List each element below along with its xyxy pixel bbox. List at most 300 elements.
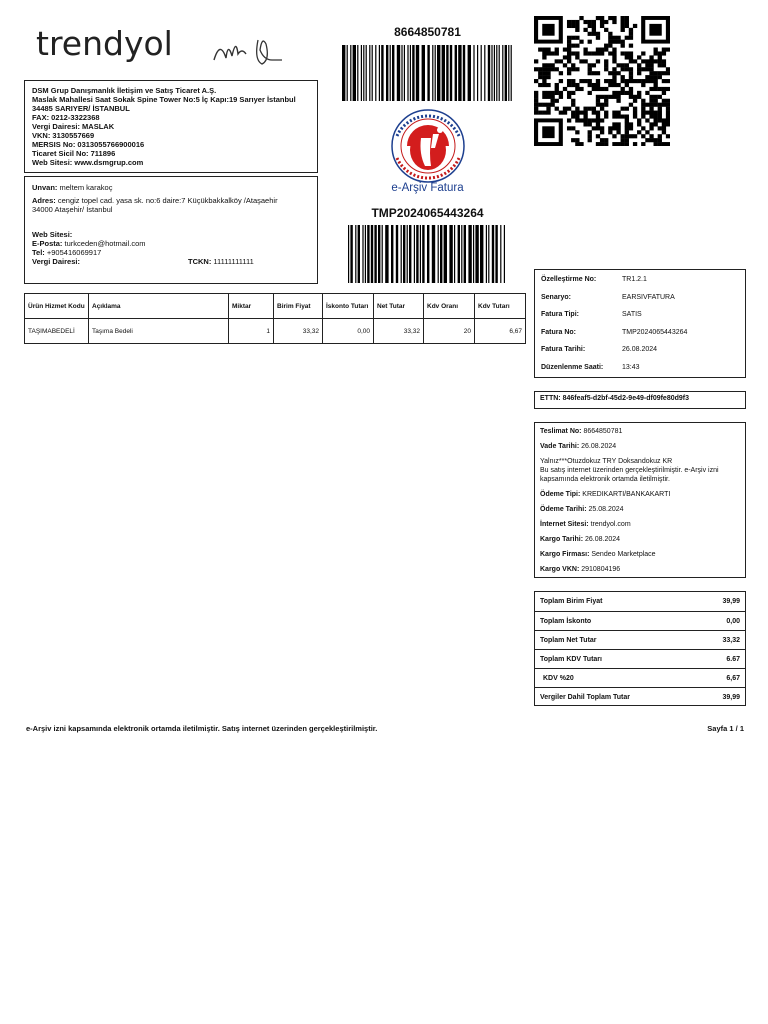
- qr-module: [596, 111, 600, 115]
- qr-module: [621, 87, 625, 91]
- order-barcode: [340, 45, 515, 101]
- qr-module: [596, 103, 600, 107]
- qr-module: [612, 16, 616, 20]
- qr-module: [596, 59, 600, 63]
- payment-date-label: Ödeme Tarihi:: [540, 506, 587, 513]
- qr-module: [608, 40, 612, 44]
- qr-module: [588, 63, 592, 67]
- qr-module: [654, 75, 658, 79]
- qr-module: [616, 114, 620, 118]
- qr-module: [608, 51, 612, 55]
- qr-module: [571, 83, 575, 87]
- qr-module: [645, 67, 649, 71]
- qr-module: [612, 142, 616, 146]
- qr-module: [608, 32, 612, 36]
- seller-city: 34485 SARIYER/ İSTANBUL: [32, 104, 130, 113]
- qr-module: [637, 67, 641, 71]
- qr-module: [550, 99, 554, 103]
- qr-module: [579, 111, 583, 115]
- qr-module: [662, 91, 666, 95]
- total-row: [535, 668, 745, 687]
- qr-module: [600, 51, 604, 55]
- qr-module: [571, 36, 575, 40]
- cell-discount: 0,00: [323, 319, 374, 344]
- info-label: Senaryo:: [541, 293, 571, 301]
- qr-module: [575, 83, 579, 87]
- qr-module: [604, 67, 608, 71]
- qr-module: [629, 122, 633, 126]
- qr-module: [542, 83, 546, 87]
- qr-module: [633, 107, 637, 111]
- qr-module: [542, 103, 546, 107]
- barcode-bar: [409, 225, 411, 283]
- qr-module: [654, 99, 658, 103]
- qr-module: [559, 71, 563, 75]
- qr-module: [633, 59, 637, 63]
- barcode-bar: [440, 225, 442, 283]
- website-label: İnternet Sitesi:: [540, 521, 589, 528]
- qr-module: [604, 48, 608, 52]
- qr-module: [612, 91, 616, 95]
- qr-module: [633, 79, 637, 83]
- qr-module: [575, 20, 579, 24]
- qr-module: [600, 130, 604, 134]
- qr-module: [629, 79, 633, 83]
- qr-module: [575, 118, 579, 122]
- qr-module: [612, 134, 616, 138]
- qr-module: [542, 95, 546, 99]
- barcode-bar: [362, 225, 363, 283]
- barcode-bar: [484, 45, 485, 101]
- sale-note-line2: kapsamında elektronik ortamda iletilmiştir.: [540, 476, 670, 483]
- qr-module: [555, 67, 559, 71]
- qr-module: [654, 111, 658, 115]
- qr-module: [575, 87, 579, 91]
- barcode-bar: [392, 45, 394, 101]
- qr-module: [662, 87, 666, 91]
- qr-module: [542, 55, 546, 59]
- qr-module: [575, 24, 579, 28]
- barcode-bar: [374, 225, 376, 283]
- qr-module: [621, 138, 625, 142]
- cell-code: TAŞIMABEDELİ: [25, 319, 89, 344]
- qr-module: [625, 55, 629, 59]
- qr-module: [641, 103, 645, 107]
- qr-module: [542, 51, 546, 55]
- qr-module: [592, 20, 596, 24]
- qr-module: [625, 130, 629, 134]
- cargo-company-label: Kargo Firması:: [540, 551, 590, 558]
- ettn-box: [534, 391, 746, 409]
- qr-module: [567, 71, 571, 75]
- qr-module: [641, 59, 645, 63]
- qr-module: [629, 59, 633, 63]
- barcode-bar: [454, 225, 455, 283]
- barcode-bar: [468, 225, 471, 283]
- qr-module: [583, 59, 587, 63]
- barcode-bar: [357, 45, 358, 101]
- qr-module: [654, 48, 658, 52]
- qr-module: [538, 71, 542, 75]
- qr-module: [583, 79, 587, 83]
- qr-module: [538, 67, 542, 71]
- qr-module: [559, 111, 563, 115]
- col-header-discount: İskonto Tutarı: [323, 294, 374, 319]
- qr-module: [567, 107, 571, 111]
- qr-module: [583, 20, 587, 24]
- cargo-company-value: Sendeo Marketplace: [591, 551, 656, 558]
- barcode-bar: [404, 45, 405, 101]
- qr-module: [637, 79, 641, 83]
- qr-module: [583, 107, 587, 111]
- col-header-code: Ürün Hizmet Kodu: [25, 294, 89, 319]
- qr-module: [616, 111, 620, 115]
- qr-module: [658, 95, 662, 99]
- qr-module: [658, 51, 662, 55]
- buyer-email-label: E-Posta:: [32, 239, 63, 248]
- qr-module: [645, 91, 649, 95]
- qr-module: [567, 24, 571, 28]
- barcode-bar: [477, 45, 478, 101]
- col-header-quantity: Miktar: [229, 294, 274, 319]
- barcode-bar: [446, 45, 448, 101]
- qr-module: [588, 138, 592, 142]
- qr-module: [666, 48, 670, 52]
- qr-module: [654, 103, 658, 107]
- col-header-unit-price: Birim Fiyat: [274, 294, 323, 319]
- barcode-bar: [491, 45, 492, 101]
- qr-module: [621, 142, 625, 146]
- qr-module: [534, 107, 538, 111]
- barcode-bar: [396, 225, 398, 283]
- qr-module: [658, 59, 662, 63]
- cargo-vkn-value: 2910804196: [581, 566, 621, 573]
- qr-module: [621, 75, 625, 79]
- barcode-bar: [381, 45, 383, 101]
- buyer-unvan: meltem karakoç: [59, 183, 113, 192]
- info-value: 26.08.2024: [622, 346, 658, 354]
- qr-module: [583, 111, 587, 115]
- qr-module: [641, 107, 645, 111]
- qr-module: [575, 28, 579, 32]
- qr-module: [596, 99, 600, 103]
- qr-module: [641, 99, 645, 103]
- qr-module: [534, 111, 538, 115]
- qr-module: [625, 114, 629, 118]
- barcode-bar: [414, 225, 415, 283]
- invoice-id: TMP2024065443264: [371, 206, 484, 220]
- qr-module: [637, 55, 641, 59]
- qr-module: [637, 95, 641, 99]
- barcode-bar: [407, 45, 408, 101]
- qr-module: [649, 71, 653, 75]
- buyer-phone-label: Tel:: [32, 248, 45, 257]
- total-label: Toplam Net Tutar: [540, 636, 597, 644]
- qr-module: [658, 134, 662, 138]
- qr-module: [563, 63, 567, 67]
- qr-module: [583, 28, 587, 32]
- qr-module: [654, 79, 658, 83]
- qr-module: [575, 51, 579, 55]
- qr-module: [616, 126, 620, 130]
- qr-module: [555, 87, 559, 91]
- qr-module: [616, 91, 620, 95]
- barcode-bar: [403, 225, 405, 283]
- qr-module: [621, 16, 625, 20]
- barcode-bar: [371, 225, 373, 283]
- qr-module: [608, 79, 612, 83]
- qr-module: [645, 138, 649, 142]
- qr-module: [567, 36, 571, 40]
- qr-module: [555, 107, 559, 111]
- qr-module: [645, 59, 649, 63]
- qr-finder: [649, 24, 661, 36]
- barcode-bar: [365, 225, 366, 283]
- qr-module: [612, 111, 616, 115]
- buyer-email: turkceden@hotmail.com: [64, 239, 146, 248]
- qr-module: [600, 142, 604, 146]
- qr-module: [588, 107, 592, 111]
- qr-module: [649, 63, 653, 67]
- qr-module: [559, 95, 563, 99]
- qr-module: [592, 32, 596, 36]
- qr-module: [654, 51, 658, 55]
- qr-module: [616, 130, 620, 134]
- buyer-info-box: [24, 176, 318, 284]
- qr-module: [563, 55, 567, 59]
- qr-module: [616, 36, 620, 40]
- qr-module: [616, 99, 620, 103]
- info-row: [541, 271, 739, 289]
- qr-module: [612, 40, 616, 44]
- qr-module: [662, 142, 666, 146]
- qr-module: [592, 107, 596, 111]
- qr-module: [649, 59, 653, 63]
- qr-module: [596, 36, 600, 40]
- qr-module: [629, 51, 633, 55]
- barcode-bar: [361, 45, 362, 101]
- qr-module: [629, 67, 633, 71]
- barcode-bar: [508, 45, 509, 101]
- qr-module: [583, 51, 587, 55]
- qr-module: [575, 55, 579, 59]
- qr-module: [654, 118, 658, 122]
- qr-module: [567, 40, 571, 44]
- info-value: EARSIVFATURA: [622, 293, 675, 301]
- trendyol-logo: trendyol: [36, 24, 173, 63]
- qr-module: [575, 111, 579, 115]
- qr-module: [649, 114, 653, 118]
- qr-module: [592, 51, 596, 55]
- barcode-bar: [486, 225, 487, 283]
- qr-module: [575, 130, 579, 134]
- qr-module: [596, 126, 600, 130]
- gib-seal-logo: [387, 108, 469, 184]
- total-row: [535, 649, 745, 668]
- qr-module: [588, 130, 592, 134]
- qr-module: [658, 71, 662, 75]
- qr-module: [616, 95, 620, 99]
- qr-module: [596, 134, 600, 138]
- qr-module: [625, 122, 629, 126]
- earsiv-label: e-Arşiv Fatura: [391, 182, 464, 194]
- qr-module: [563, 107, 567, 111]
- qr-module: [550, 63, 554, 67]
- qr-module: [658, 118, 662, 122]
- qr-module: [534, 59, 538, 63]
- qr-module: [600, 95, 604, 99]
- qr-module: [550, 103, 554, 107]
- barcode-bar: [463, 45, 465, 101]
- qr-module: [612, 51, 616, 55]
- qr-module: [637, 63, 641, 67]
- qr-module: [588, 91, 592, 95]
- qr-module: [621, 51, 625, 55]
- qr-module: [592, 24, 596, 28]
- qr-module: [612, 126, 616, 130]
- barcode-bar: [438, 225, 439, 283]
- qr-module: [649, 67, 653, 71]
- qr-module: [567, 83, 571, 87]
- barcode-bar: [350, 225, 352, 283]
- qr-module: [658, 111, 662, 115]
- qr-module: [633, 24, 637, 28]
- total-label: Vergiler Dahil Toplam Tutar: [540, 693, 630, 701]
- qr-module: [621, 28, 625, 32]
- qr-module: [633, 99, 637, 103]
- qr-module: [662, 63, 666, 67]
- qr-module: [612, 71, 616, 75]
- qr-module: [592, 87, 596, 91]
- sale-note-line1: Bu satış internet üzerinden gerçekleştirilmiştir. e-Arşiv izni: [540, 467, 719, 474]
- qr-module: [588, 83, 592, 87]
- qr-module: [546, 107, 550, 111]
- qr-module: [567, 51, 571, 55]
- shipping-info-box: [534, 422, 746, 578]
- qr-module: [571, 20, 575, 24]
- qr-module: [571, 111, 575, 115]
- qr-module: [621, 114, 625, 118]
- order-number: 8664850781: [394, 25, 461, 39]
- qr-module: [592, 63, 596, 67]
- qr-module: [588, 51, 592, 55]
- qr-module: [612, 83, 616, 87]
- qr-module: [608, 95, 612, 99]
- qr-module: [645, 75, 649, 79]
- qr-module: [600, 107, 604, 111]
- qr-module: [538, 103, 542, 107]
- barcode-bar: [442, 45, 445, 101]
- qr-module: [625, 36, 629, 40]
- barcode-bar: [480, 225, 483, 283]
- info-label: Fatura Tipi:: [541, 311, 579, 319]
- qr-module: [649, 122, 653, 126]
- qr-module: [612, 114, 616, 118]
- qr-module: [649, 87, 653, 91]
- total-value: 6.67: [726, 655, 740, 663]
- qr-module: [571, 79, 575, 83]
- qr-module: [604, 28, 608, 32]
- qr-module: [621, 40, 625, 44]
- qr-module: [625, 91, 629, 95]
- page-number: Sayfa 1 / 1: [707, 724, 744, 733]
- qr-module: [666, 103, 670, 107]
- qr-module: [654, 122, 658, 126]
- qr-module: [662, 122, 666, 126]
- table-row: [25, 319, 526, 344]
- qr-module: [546, 63, 550, 67]
- qr-module: [546, 111, 550, 115]
- qr-module: [538, 83, 542, 87]
- qr-module: [575, 67, 579, 71]
- qr-module: [666, 111, 670, 115]
- qr-module: [555, 99, 559, 103]
- payment-type-label: Ödeme Tipi:: [540, 491, 581, 498]
- qr-module: [616, 122, 620, 126]
- qr-module: [633, 114, 637, 118]
- qr-module: [604, 103, 608, 107]
- qr-module: [588, 32, 592, 36]
- qr-module: [534, 99, 538, 103]
- qr-module: [534, 91, 538, 95]
- qr-module: [654, 71, 658, 75]
- qr-module: [629, 28, 633, 32]
- vade-value: 26.08.2024: [581, 443, 617, 450]
- barcode-bar: [420, 225, 421, 283]
- qr-module: [546, 48, 550, 52]
- payment-date-value: 25.08.2024: [588, 506, 624, 513]
- barcode-bar: [505, 45, 507, 101]
- seller-tax-office: Vergi Dairesi: MASLAK: [32, 122, 115, 131]
- qr-module: [534, 95, 538, 99]
- barcode-bar: [504, 225, 505, 283]
- qr-module: [596, 142, 600, 146]
- qr-module: [625, 67, 629, 71]
- qr-module: [621, 79, 625, 83]
- qr-module: [645, 79, 649, 83]
- qr-module: [612, 36, 616, 40]
- qr-module: [567, 59, 571, 63]
- qr-module: [575, 44, 579, 48]
- qr-module: [662, 126, 666, 130]
- col-header-description: Açıklama: [89, 294, 229, 319]
- qr-module: [567, 126, 571, 130]
- info-label: Düzenlenme Saati:: [541, 363, 604, 371]
- qr-module: [604, 79, 608, 83]
- qr-module: [625, 107, 629, 111]
- cell-description: Taşıma Bedeli: [89, 319, 229, 344]
- barcode-bar: [422, 45, 425, 101]
- qr-module: [625, 138, 629, 142]
- qr-module: [662, 118, 666, 122]
- qr-module: [649, 55, 653, 59]
- buyer-tax-office-label: Vergi Dairesi:: [32, 257, 80, 266]
- seller-trade-registry: Ticaret Sicil No: 711896: [32, 149, 116, 158]
- qr-module: [571, 44, 575, 48]
- qr-module: [604, 87, 608, 91]
- qr-module: [621, 134, 625, 138]
- total-value: 39,99: [722, 693, 740, 701]
- barcode-bar: [458, 45, 461, 101]
- qr-module: [645, 130, 649, 134]
- qr-module: [637, 118, 641, 122]
- qr-module: [596, 79, 600, 83]
- qr-module: [662, 59, 666, 63]
- qr-module: [550, 95, 554, 99]
- qr-module: [600, 118, 604, 122]
- qr-module: [649, 103, 653, 107]
- qr-module: [575, 142, 579, 146]
